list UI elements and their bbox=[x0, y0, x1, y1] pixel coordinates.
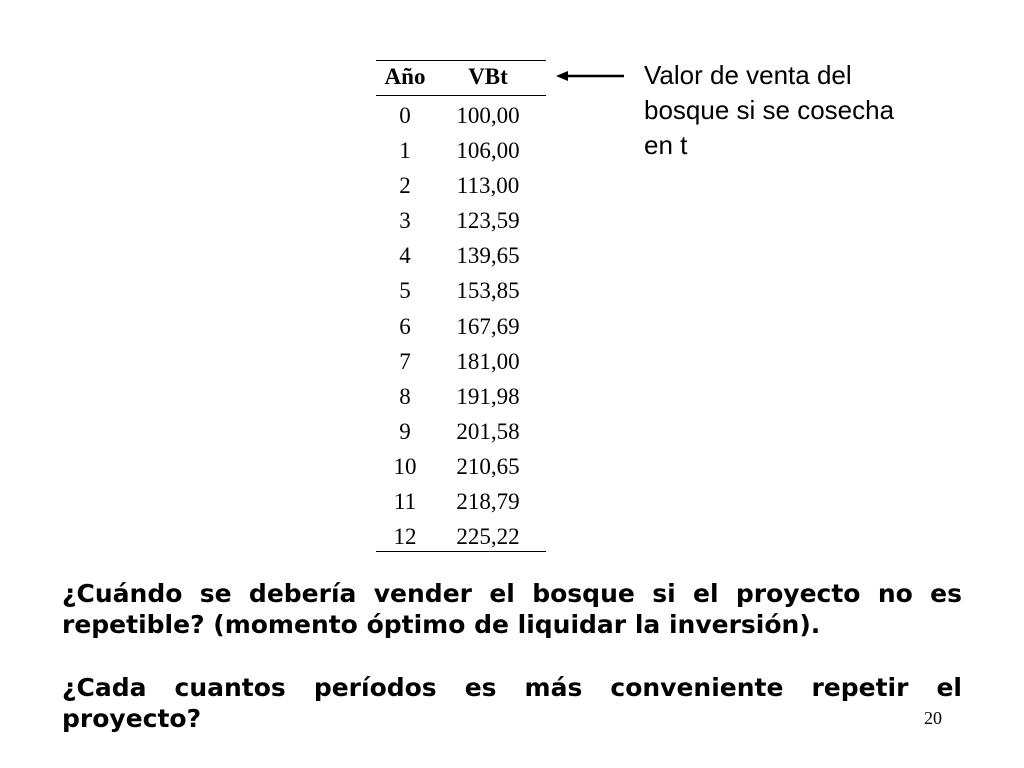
header-value: VBt bbox=[468, 64, 508, 89]
cell-value: 106,00 bbox=[456, 138, 520, 164]
arrow-left-icon bbox=[556, 66, 626, 86]
cell-year: 11 bbox=[393, 489, 417, 515]
cell-value: 225,22 bbox=[456, 524, 520, 550]
header-year: Año bbox=[384, 64, 426, 89]
cell-value: 201,58 bbox=[456, 418, 520, 444]
cell-value: 218,79 bbox=[456, 489, 520, 515]
cell-value: 181,00 bbox=[456, 348, 520, 374]
table-row bbox=[376, 203, 546, 238]
table-top-rule bbox=[376, 60, 546, 61]
cell-year: 6 bbox=[399, 313, 411, 339]
cell-value: 191,98 bbox=[456, 383, 520, 409]
table-header-rule bbox=[376, 95, 546, 96]
table-row bbox=[376, 414, 546, 449]
table-body bbox=[376, 98, 546, 554]
cell-value: 113,00 bbox=[456, 173, 520, 199]
cell-value: 100,00 bbox=[456, 103, 520, 128]
table-bottom-rule bbox=[376, 551, 546, 552]
cell-year: 12 bbox=[393, 524, 417, 550]
cell-value: 153,85 bbox=[456, 278, 520, 304]
cell-value: 123,59 bbox=[456, 208, 520, 234]
table-row bbox=[376, 449, 546, 484]
table-row bbox=[376, 133, 546, 168]
table-row bbox=[376, 379, 546, 414]
page-number: 20 bbox=[924, 708, 942, 728]
cell-year: 7 bbox=[399, 348, 411, 374]
cell-year: 8 bbox=[399, 383, 411, 409]
cell-year: 4 bbox=[399, 243, 411, 269]
table-row bbox=[376, 168, 546, 203]
cell-year: 9 bbox=[399, 418, 411, 444]
table-row bbox=[376, 309, 546, 344]
cell-value: 139,65 bbox=[456, 243, 520, 269]
table-row bbox=[376, 273, 546, 308]
cell-value: 167,69 bbox=[456, 313, 520, 339]
cell-year: 3 bbox=[399, 208, 411, 234]
question-2: ¿Cada cuantos períodos es más conveniente repetir el proyecto? bbox=[62, 673, 962, 733]
table-row bbox=[376, 344, 546, 379]
annotation-line: bosque si se cosecha bbox=[644, 95, 895, 125]
annotation-line: Valor de venta del bbox=[644, 60, 852, 90]
table-row bbox=[376, 98, 546, 133]
annotation-line: en t bbox=[644, 130, 688, 160]
cell-year: 2 bbox=[399, 173, 411, 199]
cell-year: 0 bbox=[399, 103, 411, 128]
table-row bbox=[376, 519, 546, 554]
cell-year: 5 bbox=[399, 278, 411, 304]
cell-year: 10 bbox=[393, 453, 417, 479]
cell-value: 210,65 bbox=[456, 453, 520, 479]
table-header-row bbox=[376, 64, 546, 94]
question-1: ¿Cuándo se debería vender el bosque si el proyecto no es repetible? (momento óptimo de liquidar la inversión). bbox=[62, 579, 962, 639]
table-row bbox=[376, 238, 546, 273]
annotation-text bbox=[644, 58, 934, 163]
table-row bbox=[376, 484, 546, 519]
cell-year: 1 bbox=[399, 138, 411, 164]
